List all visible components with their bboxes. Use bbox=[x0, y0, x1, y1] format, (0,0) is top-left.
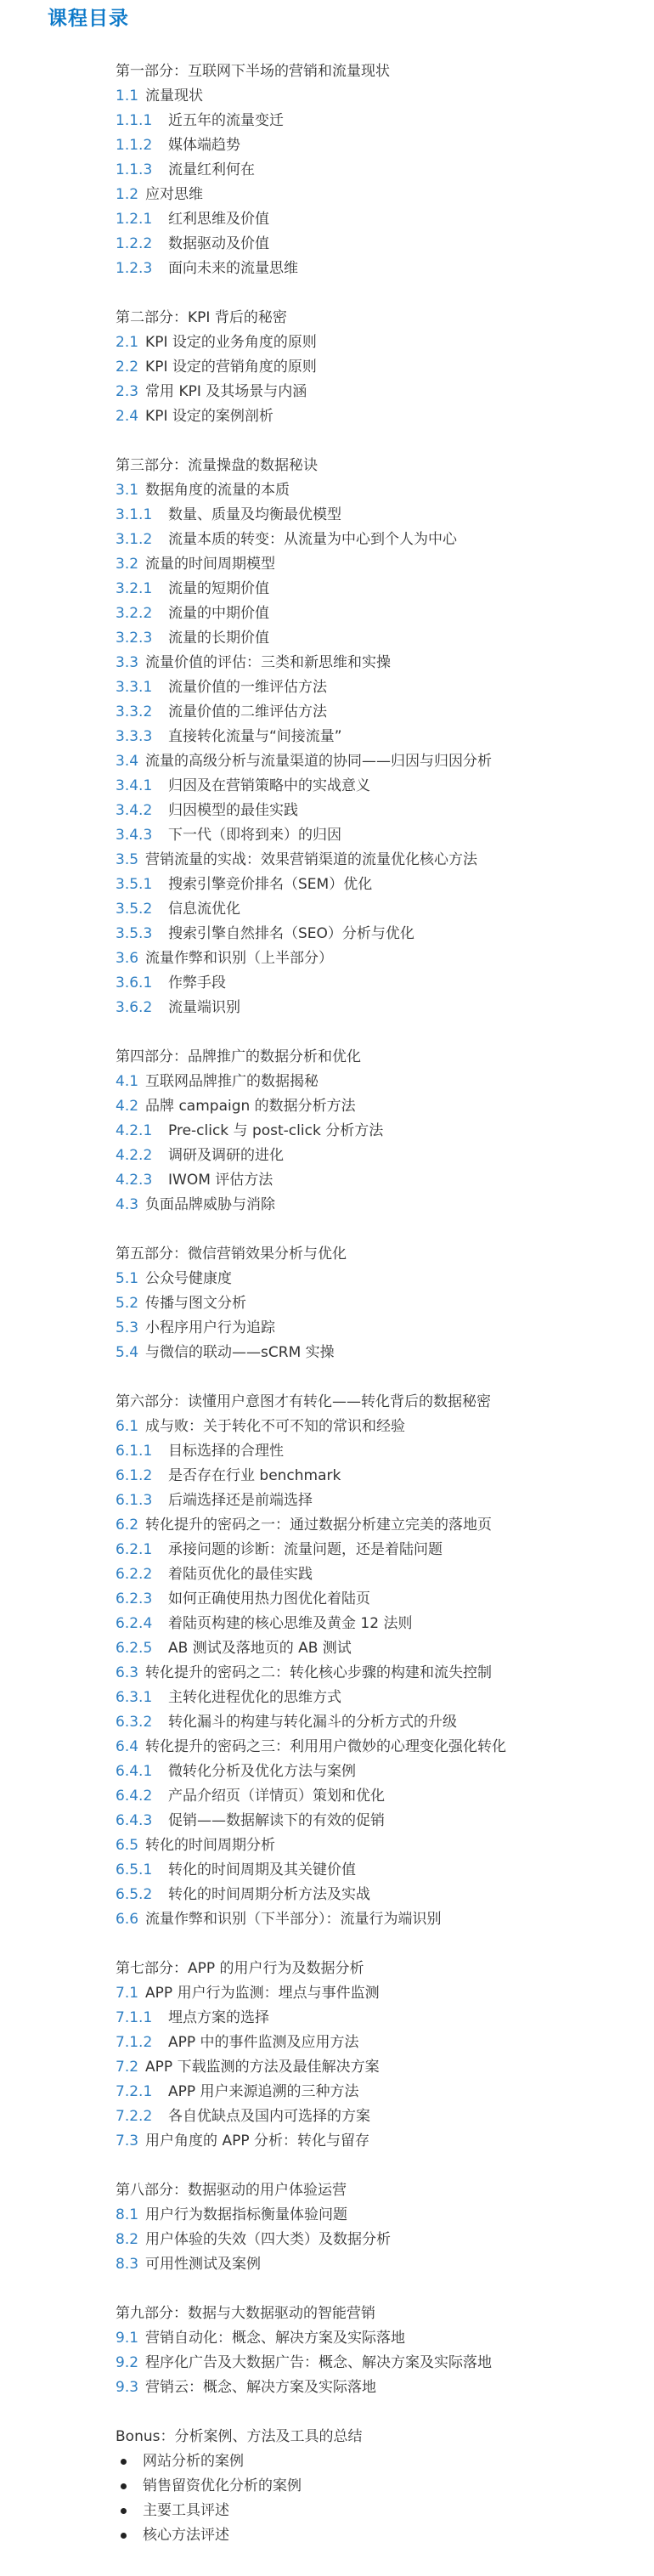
item-number: 3.2 bbox=[116, 556, 139, 573]
item-number: 3.2.2 bbox=[116, 605, 153, 622]
toc-subitem bbox=[116, 1809, 642, 1833]
bonus-item-text: 主要工具评述 bbox=[143, 2502, 229, 2519]
toc-item bbox=[116, 1193, 642, 1217]
item-text: 各自优缺点及国内可选择的方案 bbox=[168, 2108, 370, 2125]
item-text: 流量作弊和识别（下半部分）：流量行为端识别 bbox=[145, 1911, 442, 1928]
item-number: 6.4.3 bbox=[116, 1812, 153, 1829]
item-number: 2.3 bbox=[116, 383, 139, 400]
item-number: 3.5.1 bbox=[116, 876, 153, 893]
item-number: 6.1.2 bbox=[116, 1467, 153, 1484]
item-text: 小程序用户行为追踪 bbox=[145, 1319, 276, 1336]
item-number: 1.1.1 bbox=[116, 112, 153, 129]
toc-section bbox=[116, 1957, 642, 2154]
item-text: 媒体端趋势 bbox=[168, 137, 240, 154]
item-text: 数量、质量及均衡最优模型 bbox=[168, 506, 341, 523]
section-title: 第三部分：流量操盘的数据秘诀 bbox=[116, 457, 318, 474]
item-text: 流量的高级分析与流量渠道的协同——归因与归因分析 bbox=[145, 753, 493, 770]
section-title: 第六部分：读懂用户意图才有转化——转化背后的数据秘密 bbox=[116, 1393, 491, 1410]
toc-subitem bbox=[116, 602, 642, 626]
toc-section bbox=[116, 59, 642, 281]
item-number: 1.1 bbox=[116, 88, 139, 105]
item-number: 3.4.2 bbox=[116, 802, 153, 819]
toc-item bbox=[116, 2129, 642, 2154]
toc-subitem bbox=[116, 1883, 642, 1907]
toc-subitem bbox=[116, 1612, 642, 1636]
toc-subitem bbox=[116, 2031, 642, 2055]
toc-subitem bbox=[116, 1464, 642, 1489]
toc-item bbox=[116, 2326, 642, 2351]
item-text: 流量现状 bbox=[145, 88, 204, 105]
item-text: 转化的时间周期分析 bbox=[145, 1837, 276, 1854]
bonus-item-text: 网站分析的案例 bbox=[143, 2453, 244, 2470]
bonus-item-text: 销售留资优化分析的案例 bbox=[143, 2477, 302, 2494]
item-text: 是否存在行业 benchmark bbox=[168, 1467, 341, 1484]
toc-item bbox=[116, 2252, 642, 2277]
item-text: 与微信的联动——sCRM 实操 bbox=[145, 1344, 335, 1361]
item-number: 6.2.5 bbox=[116, 1640, 153, 1657]
toc-subitem bbox=[116, 1587, 642, 1612]
item-number: 6.4.2 bbox=[116, 1788, 153, 1805]
item-text: 面向未来的流量思维 bbox=[168, 260, 298, 277]
item-text: 承接问题的诊断：流量问题，还是着陆问题 bbox=[168, 1541, 443, 1558]
item-text: 流量的中期价值 bbox=[168, 605, 269, 622]
toc-subitem bbox=[116, 1784, 642, 1809]
bonus-section bbox=[116, 2425, 642, 2548]
toc-item bbox=[116, 1415, 642, 1439]
item-text: 着陆页优化的最佳实践 bbox=[168, 1566, 313, 1583]
item-number: 6.6 bbox=[116, 1911, 139, 1928]
section-title: 第一部分：互联网下半场的营销和流量现状 bbox=[116, 63, 390, 80]
item-text: 目标选择的合理性 bbox=[168, 1443, 284, 1460]
item-number: 3.3.2 bbox=[116, 703, 153, 720]
item-text: 转化提升的密码之一：通过数据分析建立完美的落地页 bbox=[145, 1517, 493, 1534]
item-text: 用户行为数据指标衡量体验问题 bbox=[145, 2206, 348, 2223]
toc-subitem bbox=[116, 725, 642, 749]
toc-item bbox=[116, 404, 642, 429]
item-text: 作弊手段 bbox=[168, 974, 226, 991]
item-number: 6.2.3 bbox=[116, 1590, 153, 1607]
item-number: 9.2 bbox=[116, 2354, 139, 2371]
section-title: 第九部分：数据与大数据驱动的智能营销 bbox=[116, 2305, 375, 2322]
section-title: 第二部分：KPI 背后的秘密 bbox=[116, 309, 287, 326]
toc-subitem bbox=[116, 823, 642, 848]
toc-item bbox=[116, 1094, 642, 1119]
toc-item bbox=[116, 1267, 642, 1291]
item-number: 2.4 bbox=[116, 408, 139, 425]
item-number: 6.4 bbox=[116, 1738, 139, 1755]
item-text: 转化漏斗的构建与转化漏斗的分析方式的升级 bbox=[168, 1714, 457, 1731]
toc-item bbox=[116, 946, 642, 971]
toc-subitem bbox=[116, 1686, 642, 1710]
item-text: 调研及调研的进化 bbox=[168, 1147, 284, 1164]
toc-subitem bbox=[116, 626, 642, 651]
toc-subitem bbox=[116, 1710, 642, 1735]
item-number: 1.1.3 bbox=[116, 161, 153, 178]
bonus-title: Bonus：分析案例、方法及工具的总结 bbox=[116, 2428, 363, 2445]
toc-section bbox=[116, 1390, 642, 1932]
toc-subitem bbox=[116, 2104, 642, 2129]
toc-section bbox=[116, 1242, 642, 1365]
item-number: 6.3.2 bbox=[116, 1714, 153, 1731]
item-text: 埋点方案的选择 bbox=[168, 2009, 269, 2026]
item-number: 3.6 bbox=[116, 950, 139, 967]
toc-section bbox=[116, 454, 642, 1020]
item-text: APP 用户行为监测：埋点与事件监测 bbox=[145, 1985, 380, 2002]
toc-subitem bbox=[116, 503, 642, 528]
toc-item bbox=[116, 1833, 642, 1858]
item-text: 如何正确使用热力图优化着陆页 bbox=[168, 1590, 370, 1607]
item-number: 4.2.3 bbox=[116, 1172, 153, 1189]
item-text: APP 中的事件监测及应用方法 bbox=[168, 2034, 359, 2051]
toc-item bbox=[116, 2228, 642, 2252]
bullet-icon bbox=[121, 2459, 127, 2465]
item-text: 转化提升的密码之二：转化核心步骤的构建和流失控制 bbox=[145, 1664, 493, 1681]
item-number: 8.2 bbox=[116, 2231, 139, 2248]
item-text: 归因及在营销策略中的实战意义 bbox=[168, 777, 370, 794]
item-text: 信息流优化 bbox=[168, 901, 240, 918]
toc-subitem bbox=[116, 2006, 642, 2031]
item-number: 1.2.3 bbox=[116, 260, 153, 277]
item-number: 5.1 bbox=[116, 1270, 139, 1287]
item-number: 2.1 bbox=[116, 334, 139, 351]
toc-subitem bbox=[116, 257, 642, 281]
item-number: 3.6.2 bbox=[116, 999, 153, 1016]
item-number: 3.1.2 bbox=[116, 531, 153, 548]
item-text: 下一代（即将到来）的归因 bbox=[168, 827, 341, 844]
toc-item bbox=[116, 2203, 642, 2228]
item-text: 流量价值的二维评估方法 bbox=[168, 703, 327, 720]
item-number: 6.1.1 bbox=[116, 1443, 153, 1460]
toc-item bbox=[116, 1907, 642, 1932]
item-number: 4.2.2 bbox=[116, 1147, 153, 1164]
toc-item bbox=[116, 330, 642, 355]
item-number: 3.4 bbox=[116, 753, 139, 770]
item-text: 用户角度的 APP 分析：转化与留存 bbox=[145, 2133, 369, 2149]
toc-subitem bbox=[116, 1760, 642, 1784]
item-text: 促销——数据解读下的有效的促销 bbox=[168, 1812, 385, 1829]
item-number: 3.4.3 bbox=[116, 827, 153, 844]
item-number: 4.3 bbox=[116, 1196, 139, 1213]
item-text: 营销流量的实战：效果营销渠道的流量优化核心方法 bbox=[145, 851, 478, 868]
item-number: 3.3.3 bbox=[116, 728, 153, 745]
toc-subitem bbox=[116, 1144, 642, 1168]
item-number: 1.2.2 bbox=[116, 235, 153, 252]
toc-item bbox=[116, 1070, 642, 1094]
item-text: 流量的短期价值 bbox=[168, 580, 269, 597]
item-text: 着陆页构建的核心思维及黄金 12 法则 bbox=[168, 1615, 413, 1632]
item-number: 3.3.1 bbox=[116, 679, 153, 696]
bullet-icon bbox=[121, 2533, 127, 2539]
item-text: 流量端识别 bbox=[168, 999, 240, 1016]
item-text: 常用 KPI 及其场景与内涵 bbox=[145, 383, 307, 400]
toc-subitem bbox=[116, 1538, 642, 1562]
item-text: KPI 设定的案例剖析 bbox=[145, 408, 273, 425]
bullet-icon bbox=[121, 2508, 127, 2514]
item-number: 7.3 bbox=[116, 2133, 139, 2149]
toc-item bbox=[116, 1291, 642, 1316]
item-text: KPI 设定的业务角度的原则 bbox=[145, 334, 317, 351]
item-number: 6.2.4 bbox=[116, 1615, 153, 1632]
toc-item bbox=[116, 1981, 642, 2006]
item-text: 转化提升的密码之三：利用用户微妙的心理变化强化转化 bbox=[145, 1738, 507, 1755]
item-text: 直接转化流量与“间接流量” bbox=[168, 728, 342, 745]
item-number: 9.3 bbox=[116, 2379, 139, 2396]
item-number: 2.2 bbox=[116, 359, 139, 376]
item-text: 互联网品牌推广的数据揭秘 bbox=[145, 1073, 319, 1090]
item-text: 数据角度的流量的本质 bbox=[145, 482, 290, 499]
toc-subitem bbox=[116, 528, 642, 552]
section-title: 第七部分：APP 的用户行为及数据分析 bbox=[116, 1960, 364, 1977]
item-number: 5.3 bbox=[116, 1319, 139, 1336]
toc-subitem bbox=[116, 799, 642, 823]
item-number: 4.2.1 bbox=[116, 1122, 153, 1139]
toc-subitem bbox=[116, 897, 642, 922]
bonus-item-text: 核心方法评述 bbox=[143, 2527, 229, 2544]
item-text: 微转化分析及优化方法与案例 bbox=[168, 1763, 356, 1780]
item-text: Pre-click 与 post-click 分析方法 bbox=[168, 1122, 384, 1139]
toc-item bbox=[116, 84, 642, 109]
toc-subitem bbox=[116, 971, 642, 996]
item-text: 流量本质的转变：从流量为中心到个人为中心 bbox=[168, 531, 457, 548]
item-number: 1.1.2 bbox=[116, 137, 153, 154]
item-number: 6.2 bbox=[116, 1517, 139, 1534]
toc-subitem bbox=[116, 922, 642, 946]
toc-item bbox=[116, 2351, 642, 2375]
toc-subitem bbox=[116, 700, 642, 725]
toc-subitem bbox=[116, 996, 642, 1020]
item-number: 7.2.2 bbox=[116, 2108, 153, 2125]
toc-item bbox=[116, 848, 642, 873]
toc-subitem bbox=[116, 675, 642, 700]
toc-subitem bbox=[116, 577, 642, 602]
toc-subitem bbox=[116, 158, 642, 183]
item-number: 4.1 bbox=[116, 1073, 139, 1090]
item-number: 3.4.1 bbox=[116, 777, 153, 794]
item-text: 公众号健康度 bbox=[145, 1270, 233, 1287]
item-text: 流量价值的一维评估方法 bbox=[168, 679, 327, 696]
toc-section bbox=[116, 306, 642, 429]
section-title: 第五部分：微信营销效果分析与优化 bbox=[116, 1246, 347, 1263]
section-title: 第四部分：品牌推广的数据分析和优化 bbox=[116, 1048, 361, 1065]
toc-item bbox=[116, 1316, 642, 1341]
item-text: 归因模型的最佳实践 bbox=[168, 802, 298, 819]
toc-subitem bbox=[116, 1119, 642, 1144]
bullet-icon bbox=[121, 2483, 127, 2489]
item-text: KPI 设定的营销角度的原则 bbox=[145, 359, 317, 376]
toc-subitem bbox=[116, 207, 642, 232]
toc-item bbox=[116, 355, 642, 380]
toc-item bbox=[116, 1513, 642, 1538]
bonus-list-item bbox=[116, 2449, 642, 2474]
item-text: 主转化进程优化的思维方式 bbox=[168, 1689, 341, 1706]
item-text: 流量的长期价值 bbox=[168, 630, 269, 647]
toc-item bbox=[116, 380, 642, 404]
item-text: AB 测试及落地页的 AB 测试 bbox=[168, 1640, 352, 1657]
page-title: 课程目录 bbox=[48, 8, 129, 30]
item-number: 3.2.3 bbox=[116, 630, 153, 647]
item-number: 3.3 bbox=[116, 654, 139, 671]
toc-subitem bbox=[116, 1858, 642, 1883]
toc-item bbox=[116, 183, 642, 207]
item-number: 1.2.1 bbox=[116, 211, 153, 228]
item-number: 6.3.1 bbox=[116, 1689, 153, 1706]
item-text: 负面品牌威胁与消除 bbox=[145, 1196, 276, 1213]
toc-subitem bbox=[116, 232, 642, 257]
toc-item bbox=[116, 749, 642, 774]
item-text: 流量价值的评估：三类和新思维和实操 bbox=[145, 654, 392, 671]
item-text: 搜索引擎竞价排名（SEM）优化 bbox=[168, 876, 373, 893]
item-number: 6.1 bbox=[116, 1418, 139, 1435]
item-text: 用户体验的失效（四大类）及数据分析 bbox=[145, 2231, 392, 2248]
toc-subitem bbox=[116, 873, 642, 897]
item-number: 6.2.1 bbox=[116, 1541, 153, 1558]
toc-subitem bbox=[116, 1168, 642, 1193]
item-text: IWOM 评估方法 bbox=[168, 1172, 273, 1189]
bonus-list-item bbox=[116, 2523, 642, 2548]
toc-subitem bbox=[116, 1439, 642, 1464]
item-number: 7.2 bbox=[116, 2059, 139, 2076]
toc-subitem bbox=[116, 774, 642, 799]
bonus-list-item bbox=[116, 2474, 642, 2499]
item-number: 3.1 bbox=[116, 482, 139, 499]
item-number: 7.1 bbox=[116, 1985, 139, 2002]
item-text: 产品介绍页（详情页）策划和优化 bbox=[168, 1788, 385, 1805]
item-number: 3.2.1 bbox=[116, 580, 153, 597]
toc-item bbox=[116, 651, 642, 675]
item-text: 红利思维及价值 bbox=[168, 211, 269, 228]
item-number: 6.1.3 bbox=[116, 1492, 153, 1509]
item-text: 流量作弊和识别（上半部分） bbox=[145, 950, 334, 967]
item-number: 3.5 bbox=[116, 851, 139, 868]
item-number: 6.4.1 bbox=[116, 1763, 153, 1780]
item-text: APP 下载监测的方法及最佳解决方案 bbox=[145, 2059, 380, 2076]
toc-subitem bbox=[116, 2080, 642, 2104]
item-number: 6.5 bbox=[116, 1837, 139, 1854]
toc-item bbox=[116, 552, 642, 577]
item-text: 转化的时间周期分析方法及实战 bbox=[168, 1886, 370, 1903]
item-number: 5.2 bbox=[116, 1295, 139, 1312]
item-text: 程序化广告及大数据广告：概念、解决方案及实际落地 bbox=[145, 2354, 493, 2371]
table-of-contents bbox=[116, 59, 642, 2573]
item-number: 8.1 bbox=[116, 2206, 139, 2223]
item-text: 近五年的流量变迁 bbox=[168, 112, 284, 129]
item-text: 品牌 campaign 的数据分析方法 bbox=[145, 1098, 356, 1115]
item-text: APP 用户来源追溯的三种方法 bbox=[168, 2083, 359, 2100]
item-number: 4.2 bbox=[116, 1098, 139, 1115]
toc-subitem bbox=[116, 1636, 642, 1661]
item-text: 流量的时间周期模型 bbox=[145, 556, 276, 573]
item-text: 应对思维 bbox=[145, 186, 204, 203]
item-number: 9.1 bbox=[116, 2330, 139, 2347]
item-number: 1.2 bbox=[116, 186, 139, 203]
item-number: 8.3 bbox=[116, 2256, 139, 2273]
item-number: 7.2.1 bbox=[116, 2083, 153, 2100]
item-number: 3.6.1 bbox=[116, 974, 153, 991]
item-text: 可用性测试及案例 bbox=[145, 2256, 262, 2273]
toc-section bbox=[116, 2302, 642, 2400]
toc-subitem bbox=[116, 1562, 642, 1587]
item-number: 6.5.1 bbox=[116, 1861, 153, 1878]
item-text: 转化的时间周期及其关键价值 bbox=[168, 1861, 356, 1878]
item-number: 6.5.2 bbox=[116, 1886, 153, 1903]
toc-subitem bbox=[116, 109, 642, 133]
toc-section bbox=[116, 1045, 642, 1217]
toc-item bbox=[116, 1735, 642, 1760]
item-number: 7.1.1 bbox=[116, 2009, 153, 2026]
toc-item bbox=[116, 1341, 642, 1365]
toc-subitem bbox=[116, 1489, 642, 1513]
item-number: 3.5.2 bbox=[116, 901, 153, 918]
toc-section bbox=[116, 2178, 642, 2277]
item-number: 6.3 bbox=[116, 1664, 139, 1681]
item-number: 3.5.3 bbox=[116, 925, 153, 942]
bonus-list-item bbox=[116, 2499, 642, 2523]
toc-item bbox=[116, 2055, 642, 2080]
item-number: 3.1.1 bbox=[116, 506, 153, 523]
item-number: 5.4 bbox=[116, 1344, 139, 1361]
item-text: 流量红利何在 bbox=[168, 161, 255, 178]
item-number: 7.1.2 bbox=[116, 2034, 153, 2051]
item-text: 后端选择还是前端选择 bbox=[168, 1492, 313, 1509]
item-number: 6.2.2 bbox=[116, 1566, 153, 1583]
section-title: 第八部分：数据驱动的用户体验运营 bbox=[116, 2182, 347, 2199]
item-text: 传播与图文分析 bbox=[145, 1295, 247, 1312]
toc-item bbox=[116, 1661, 642, 1686]
item-text: 数据驱动及价值 bbox=[168, 235, 269, 252]
toc-subitem bbox=[116, 133, 642, 158]
item-text: 搜索引擎自然排名（SEO）分析与优化 bbox=[168, 925, 414, 942]
item-text: 营销云：概念、解决方案及实际落地 bbox=[145, 2379, 377, 2396]
toc-item bbox=[116, 2375, 642, 2400]
item-text: 成与败：关于转化不可不知的常识和经验 bbox=[145, 1418, 406, 1435]
item-text: 营销自动化：概念、解决方案及实际落地 bbox=[145, 2330, 406, 2347]
toc-item bbox=[116, 478, 642, 503]
